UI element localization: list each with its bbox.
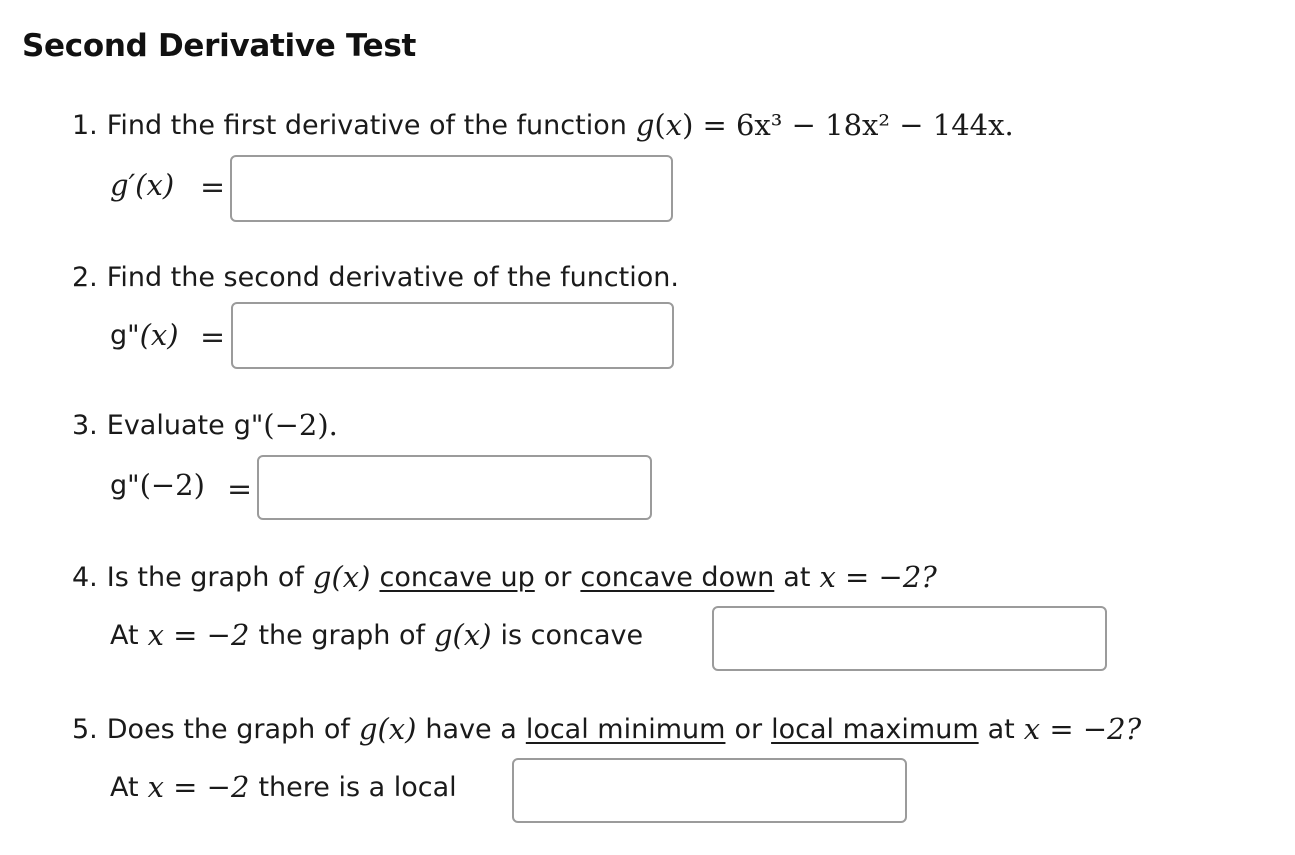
question-1-func-var: x (665, 108, 683, 142)
answer-2-equals: = (200, 320, 226, 355)
question-5-or: or (734, 713, 763, 745)
question-4-fn: g(x) (312, 560, 371, 594)
question-1-function-rhs: = 6x³ − 18x² − 144x. (702, 108, 1014, 142)
question-3 (72, 408, 338, 442)
question-1-number: 1. (72, 109, 98, 141)
question-1-func-name: g (635, 108, 655, 142)
question-4-or: or (543, 561, 572, 593)
answer-2-label-fn: g" (110, 319, 140, 351)
answer-2-label-arg: (x) (139, 318, 179, 352)
question-2-text: Find the second derivative of the function. (106, 262, 679, 293)
answer-4-fn: g(x) (433, 618, 492, 652)
answer-4-text-b: is concave (500, 619, 644, 651)
answer-4-sentence (110, 618, 643, 652)
answer-4-cond: x = −2 (147, 618, 250, 652)
question-1: 1. Find the first derivative of the function g ( x ) = 6x³ − 18x² − 144x. (72, 108, 1014, 142)
extremum-input[interactable] (512, 758, 907, 823)
question-1-text: Find the first derivative of the function (106, 109, 627, 141)
answer-5-at: At (110, 771, 139, 803)
answer-5-cond: x = −2 (147, 770, 250, 804)
question-5-text-a: Does the graph of (106, 713, 350, 745)
option-local-maximum: local maximum (771, 713, 979, 745)
option-local-minimum: local minimum (525, 713, 726, 745)
question-2 (72, 262, 679, 293)
first-derivative-input[interactable] (230, 155, 673, 222)
question-5-at: at (987, 713, 1015, 745)
second-derivative-input[interactable] (231, 302, 674, 369)
answer-4-text-a: the graph of (258, 619, 425, 651)
question-3-expr-fn: g" (233, 409, 264, 441)
question-4-at: at (783, 561, 811, 593)
option-concave-down: concave down (580, 561, 775, 593)
page-title: Second Derivative Test (22, 28, 417, 64)
question-4-cond: x = −2? (819, 560, 937, 594)
answer-3-equals: = (227, 472, 253, 507)
question-3-text: Evaluate (106, 409, 225, 441)
question-4 (72, 560, 937, 594)
answer-1-label-fn: g′ (110, 168, 136, 202)
option-concave-up: concave up (379, 561, 535, 593)
question-3-number: 3. (72, 409, 98, 441)
question-4-number: 4. (72, 561, 98, 593)
concavity-input[interactable] (712, 606, 1107, 671)
question-5-text-b: have a (425, 713, 517, 745)
answer-2-label (110, 318, 179, 352)
answer-1-label-arg: (x) (135, 168, 175, 202)
answer-5-sentence (110, 770, 457, 804)
answer-5-text: there is a local (258, 771, 457, 803)
answer-4-at: At (110, 619, 139, 651)
answer-3-label (110, 468, 205, 502)
question-5-cond: x = −2? (1023, 712, 1142, 746)
question-5-fn: g(x) (358, 712, 417, 746)
question-5-number: 5. (72, 713, 98, 745)
answer-3-label-fn: g" (110, 469, 140, 501)
question-2-number: 2. (72, 262, 98, 293)
question-3-expr-arg: (−2). (263, 408, 338, 442)
answer-1-label (110, 168, 174, 202)
second-derivative-value-input[interactable] (257, 455, 652, 520)
question-4-text-a: Is the graph of (106, 561, 304, 593)
question-5 (72, 712, 1141, 746)
answer-3-label-arg: (−2) (139, 468, 205, 502)
answer-1-equals: = (200, 170, 226, 205)
